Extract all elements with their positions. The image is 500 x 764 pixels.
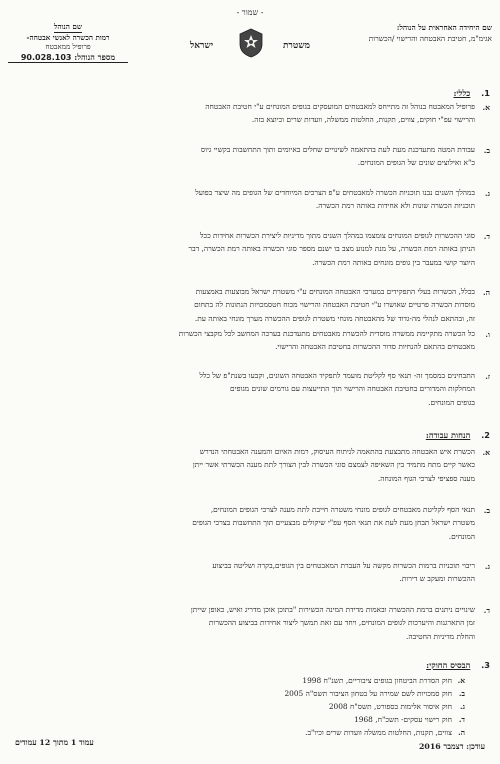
section-title: 3. הבסיס החוקי: <box>426 660 490 670</box>
section-title: 2. הנחות עבודה: <box>425 430 490 440</box>
paragraph: עבודת המטה מתעדכנת מעת לעת בהתאמה לשינויים שחלים באיומים ותוך התחשבות בקשיי גיוס כ"א ואילוצים שונים של הגופים המונחים. <box>200 145 475 168</box>
procedure-number: 90.028.103 <box>20 52 72 62</box>
classification-label: - שמור - <box>236 8 264 17</box>
law-item-marker: ג. <box>459 702 465 711</box>
law-item-marker: ב. <box>458 689 465 698</box>
procedure-name-line2: פרופיל ממאבטח <box>45 42 91 51</box>
law-item-marker: ה. <box>458 728 465 737</box>
item-marker: ד. <box>483 232 490 241</box>
procedure-number-row <box>8 53 128 64</box>
procedure-info <box>8 22 128 63</box>
law-item-marker: ד. <box>458 715 465 724</box>
item-marker: ה. <box>482 288 490 297</box>
paragraph: במהלך השנים נבנו תוכניות הכשרה למאבטחים ע"פ הצרכים המיוחדים של הגופים מה שיצר בפועל תוכניות הכשרה שונות ולא אחידות באותה רמת הכשרה. <box>195 188 475 211</box>
procedure-number-label: מספר הנוהל: <box>74 51 116 62</box>
item-marker: ז. <box>485 372 490 381</box>
law-item: חוק סמכויות לשם שמירה על בטחון הציבור תשס"ה 2005 <box>284 689 452 698</box>
paragraph: כל הכשרה מתקיימת ממשרה מוסדית להכשרת מאבטחים מתעדכנת בערכה המחשב לכל מקבצי הכשרות מאבטחים בהתאם להנחיות סדור ההכשרות בחטיבת האבטחה והרישוי. <box>178 329 475 352</box>
item-marker: ג. <box>484 562 490 571</box>
procedure-name-line1: רמות הכשרה לאנשי אבטחה- <box>26 32 110 42</box>
responsible-unit-name: אגימ"מ, חטיבת האבטחה והרישוי /הכשרות <box>368 34 492 43</box>
item-marker: א. <box>482 103 490 112</box>
item-marker: א. <box>482 448 490 457</box>
law-item-marker: א. <box>457 676 465 685</box>
item-marker: ד. <box>483 606 490 615</box>
paragraph: הכשרת איש האבטחה מתבצעת בהתאמה לניתוח העיסוק, רמות האיום והמענה האבטחתי הנדרש כאשר קיים מתח מתמיד בין השאיפה לצמצם סוגי הכשרה לבין הצורך לתת מענה הכשרתי אשר ייתן מענה ספציפי לצרכי הגוף המונחה. <box>192 447 475 483</box>
last-updated: עודכן: דצמבר 2016 <box>418 742 485 751</box>
paragraph: שינויים ניתנים ברמת ההכשרה ובאמות מדידת המינה הכשירות "בתוכן אוכן מדריג ואיש, כאופן שייתן זמן התארגנות והיערכות לגופים המונחים, ויחד עם זאת תמשך ליצור אחידות בביצוע ההכשרות והחלת מדיניות החטיבה. <box>190 605 475 641</box>
responsible-unit <box>292 22 492 44</box>
paragraph: התבחינים במסמך זה- תנאי סף לקליטת מועמד לתפקיד האבטחה השונים, וקבעו בשנת"פ של כלל המחלקות והמדורים בחטיבת האבטחה והרישוי תוך התייעצות עם גורמים שונים מגופים בגופים המונחים. <box>199 371 475 407</box>
paragraph: בכלל, הכשרות בעלי התפקידים במערכי האבטחה המונחים ע"י משטרת ישראל מבוצעות באמצעות מוסדות הכשרה פרטיים שאושרו ע"י חטיבת האבטחה והרישוי מכוח חטסמכויות הנתונות לה בתחום זה, ובהתאם לנהלי מה-גדוד של מהאבטחה מונחי משטרת לגופים ההכשרה מערך מונחי באותה עת. <box>194 287 475 323</box>
item-marker: ב. <box>483 146 490 155</box>
paragraph: סוגי ההכשרות לגופים המונחים צומצמו במהלך השנים מתוך מדיניות ליצירת הכשרות אחידות ככל הניתן באותה רמת הכשרה, על מנת למנוע מצב בו ישנם מספר סוגי הכשרה באותה רמת הכשרה, דבר היוצר קושי במעבר בין גופים מונחים באותה רמת הכשרה. <box>188 231 475 267</box>
paragraph: תנאי הסף לקליטת מאבטחים לגופים מונחי משטרה חייבת לתת מענה לצרכי הגופים המונחים, משטרת ישראל תבחן מעת לעת את תנאי הסף עפ"י שיקולים מבצעיים תוך התחשבות בצרכי הגופים המונחים. <box>192 505 475 541</box>
law-item: חוק רישוי עסקים- תשכ"ח, 1968 <box>354 715 452 724</box>
police-word: משטרת <box>282 41 310 51</box>
law-item: חוק הסדרת הביטחון בגופים ציבוריים, תשנ"ח 1998 <box>302 676 452 685</box>
police-emblem-icon <box>238 28 264 58</box>
section-title: 1. כללי: <box>453 88 490 98</box>
item-marker: ו. <box>485 330 490 339</box>
law-item: צווים, תקנות, החלטות ממשלה וועדות שרים וכיו"ב. <box>305 728 452 737</box>
israel-word: ישראל <box>190 41 214 51</box>
police-emblem-block <box>190 26 310 72</box>
law-item: חוק איסור אלימות בספורט, תשס"ח 2008 <box>328 702 452 711</box>
paragraph: ריבוי תוכניות ברמות הכשרות מקשה על העברת המאבטחים בין הגופים,בקרה ושליטה בביצוע ההכשרות ומעקב ש דירות. <box>212 561 475 584</box>
procedure-name-label: שם הנוהל <box>54 22 82 31</box>
responsible-unit-label: שם היחידה האחראית על הנוהל: <box>396 23 492 32</box>
item-marker: ב. <box>483 506 490 515</box>
paragraph: פרופיל המאבטח בנוהל זה מתייחס למאבטחים המועסקים בגופים המונחים ע"י חטיבת האבטחה והרישוי עפ"י חוקים, צווים, תקנות, החלטות ממשלה, וועדות שרים וכיוצא בזה. <box>205 102 475 125</box>
item-marker: ג. <box>484 189 490 198</box>
page-number: עמוד 1 מתוך 12 עמודים <box>15 738 94 747</box>
